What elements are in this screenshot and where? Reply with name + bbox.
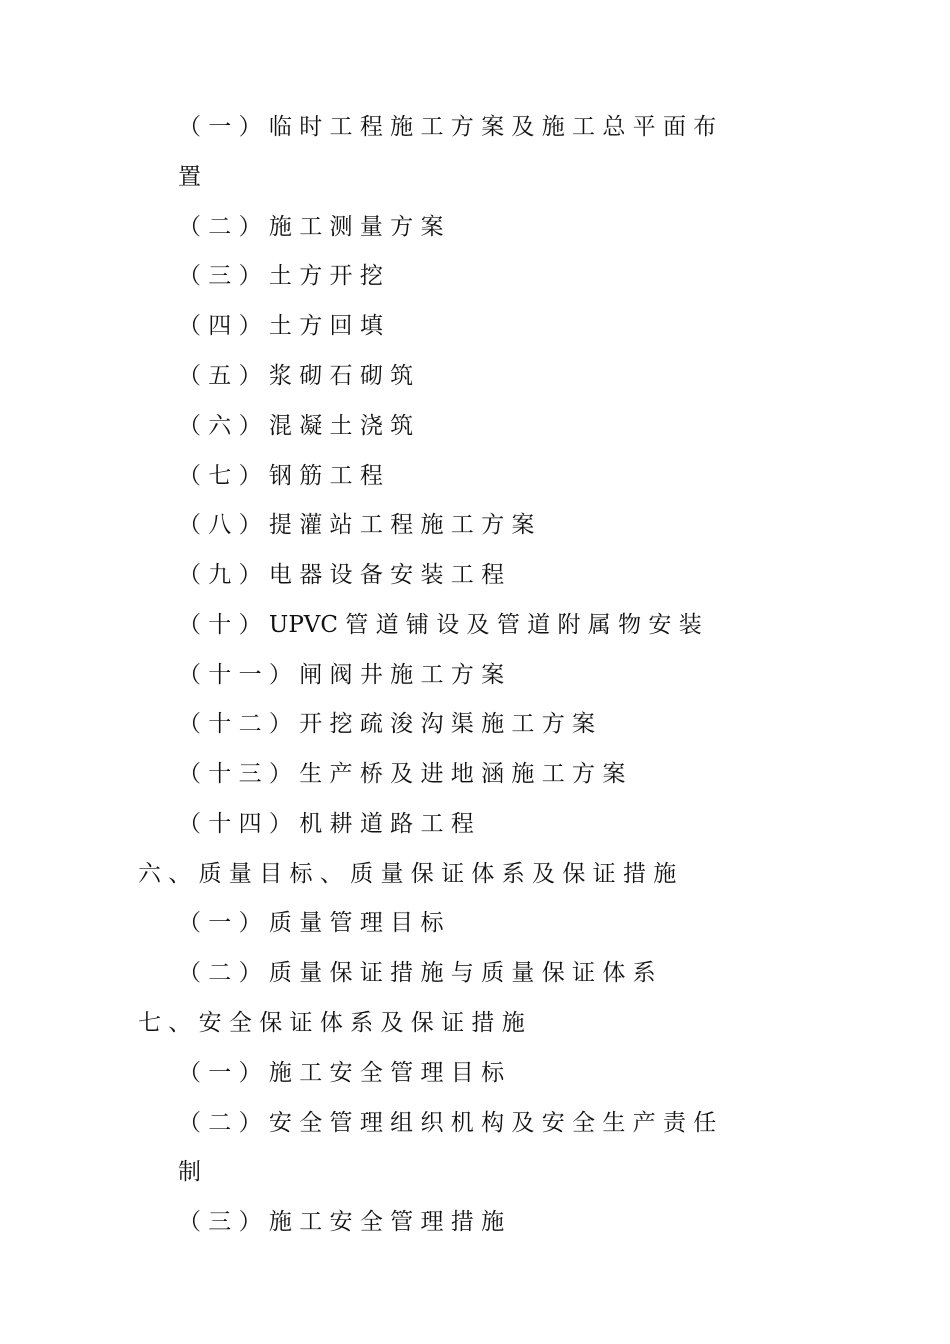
toc-line-9: （ 八 ） 提 灌 站 工 程 施 工 方 案 <box>178 512 535 538</box>
toc-line-6: （ 五 ） 浆 砌 石 砌 筑 <box>178 363 414 389</box>
toc-line-5: （ 四 ） 土 方 回 填 <box>178 313 383 339</box>
toc-line-12: （ 十 一 ） 闸 阀 井 施 工 方 案 <box>178 662 505 688</box>
toc-line-7: （ 六 ） 混 凝 土 浇 筑 <box>178 413 414 439</box>
toc-line-20: （ 一 ） 施 工 安 全 管 理 目 标 <box>178 1060 505 1086</box>
toc-line-17: （ 一 ） 质 量 管 理 目 标 <box>178 910 444 936</box>
toc-line-2: 置 <box>178 164 201 190</box>
toc-line-3: （ 二 ） 施 工 测 量 方 案 <box>178 214 444 240</box>
toc-line-13: （ 十 二 ） 开 挖 疏 浚 沟 渠 施 工 方 案 <box>178 711 596 737</box>
toc-line-15: （ 十 四 ） 机 耕 道 路 工 程 <box>178 811 474 837</box>
toc-section-6: 六 、 质 量 目 标 、 质 量 保 证 体 系 及 保 证 措 施 <box>138 861 677 887</box>
toc-line-1: （ 一 ） 临 时 工 程 施 工 方 案 及 施 工 总 平 面 布 <box>178 114 717 140</box>
toc-line-8: （ 七 ） 钢 筋 工 程 <box>178 463 383 489</box>
toc-line-23: （ 三 ） 施 工 安 全 管 理 措 施 <box>178 1209 505 1235</box>
toc-line-22: 制 <box>178 1159 201 1185</box>
toc-line-4: （ 三 ） 土 方 开 挖 <box>178 263 383 289</box>
toc-line-21: （ 二 ） 安 全 管 理 组 织 机 构 及 安 全 生 产 责 任 <box>178 1110 717 1136</box>
toc-line-10: （ 九 ） 电 器 设 备 安 装 工 程 <box>178 562 505 588</box>
toc-line-18: （ 二 ） 质 量 保 证 措 施 与 质 量 保 证 体 系 <box>178 960 656 986</box>
toc-section-7: 七 、 安 全 保 证 体 系 及 保 证 措 施 <box>138 1010 525 1036</box>
toc-line-14: （ 十 三 ） 生 产 桥 及 进 地 涵 施 工 方 案 <box>178 761 626 787</box>
toc-line-11: （ 十 ） UPVC 管 道 铺 设 及 管 道 附 属 物 安 装 <box>178 612 702 638</box>
